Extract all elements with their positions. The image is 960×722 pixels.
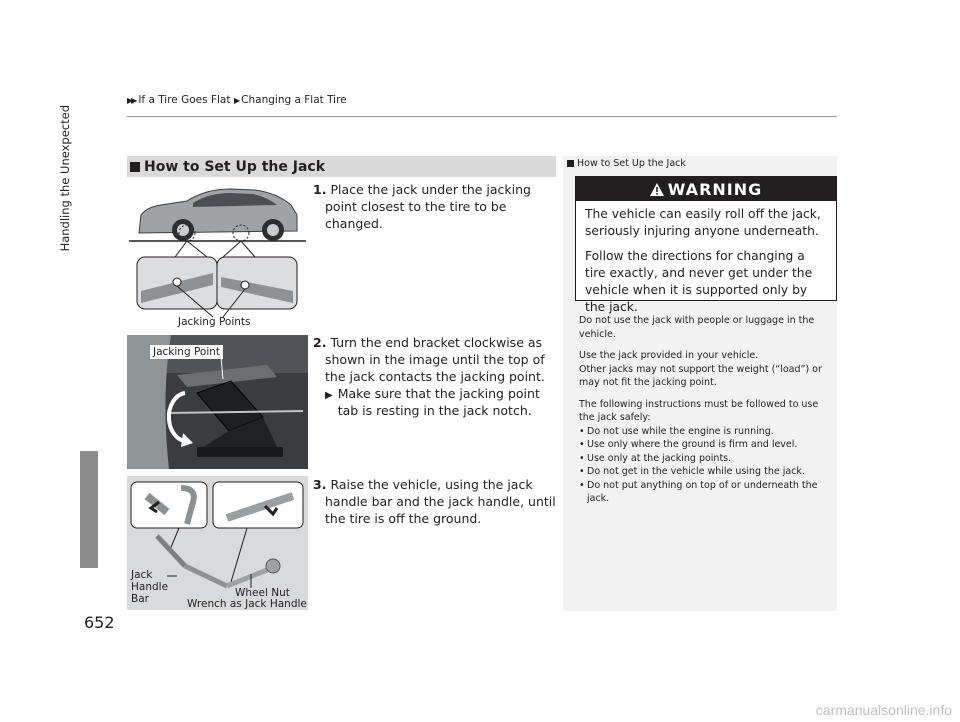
- header-rule: [127, 116, 837, 117]
- breadcrumb-arrow-icon: ▶▶: [127, 95, 136, 105]
- step-2: 2. Turn the end bracket clockwise as shown in the image until the top of the jack contacts the jacking point. ▶ Make sure that the jacking point tab is resting in the jack notch.: [313, 334, 558, 419]
- figure-label-jack-handle-bar: Jack Handle Bar: [131, 569, 169, 606]
- figure-label: Jacking Points: [178, 316, 251, 328]
- note-text: Do not use the jack with people or luggage in the vehicle.: [579, 315, 815, 340]
- breadcrumb-arrow-icon: ▶: [233, 95, 239, 105]
- list-item: • Do not get in the vehicle while using the jack.: [579, 466, 805, 477]
- list-item: • Do not put anything on top of or underneath the jack.: [579, 479, 818, 504]
- breadcrumb: [127, 94, 347, 106]
- step-1: 1. Place the jack under the jacking point closest to the tire to be changed.: [313, 182, 531, 231]
- note-bullets: [579, 425, 827, 506]
- list-item: • Do not use while the engine is running.: [579, 425, 774, 437]
- section-square-icon: [130, 162, 140, 172]
- note-text: Other jacks may not support the weight (“load”) or may not fit the jacking point.: [579, 363, 822, 388]
- warning-text: Follow the directions for changing a tire exactly, and never get under the vehicle when it is supported only by the jack.: [585, 249, 813, 314]
- section-heading: [127, 156, 556, 177]
- car-jacking-points-illustration: [127, 181, 308, 332]
- side-tab-marker: [80, 451, 98, 568]
- warning-box: [575, 176, 837, 314]
- breadcrumb-item[interactable]: Changing a Flat Tire: [241, 94, 347, 106]
- watermark: carmanualsonline.info: [815, 702, 952, 718]
- sidebar-title: How to Set Up the Jack: [567, 158, 686, 169]
- step-3: 3. Raise the vehicle, using the jack handle bar and the jack handle, until the tire is off the ground.: [313, 477, 556, 526]
- list-item: • Use only where the ground is firm and level.: [579, 439, 798, 450]
- figure-jacking-point: [127, 335, 308, 469]
- arrow-right-icon: ▶: [325, 390, 333, 401]
- warning-triangle-icon: [650, 183, 664, 196]
- note-square-icon: [567, 160, 574, 167]
- list-item: • Use only at the jacking points.: [579, 452, 732, 464]
- figure-jacking-points: [127, 181, 308, 332]
- figure-jack-handle: [127, 476, 308, 610]
- section-heading-text: How to Set Up the Jack: [144, 158, 326, 175]
- note-text: Use the jack provided in your vehicle.: [579, 350, 759, 361]
- side-tab-label: Handling the Unexpected: [58, 105, 72, 252]
- step-2-subnote: ▶ Make sure that the jacking point tab is resting in the jack notch.: [325, 386, 540, 418]
- sidebar-notes-text: [579, 314, 827, 506]
- figure-label-wrench: Wrench as Jack Handle: [187, 598, 307, 610]
- warning-header: WARNING: [576, 177, 836, 201]
- note-text: The following instructions must be followed to use the jack safely:: [579, 398, 819, 423]
- figure-label-wheel-nut: Wheel Nut: [235, 587, 290, 599]
- figure-label: Jacking Point: [150, 345, 223, 359]
- breadcrumb-item[interactable]: If a Tire Goes Flat: [138, 94, 231, 106]
- page-number: 652: [84, 613, 115, 632]
- warning-text: The vehicle can easily roll off the jack, seriously injuring anyone underneath.: [585, 207, 821, 238]
